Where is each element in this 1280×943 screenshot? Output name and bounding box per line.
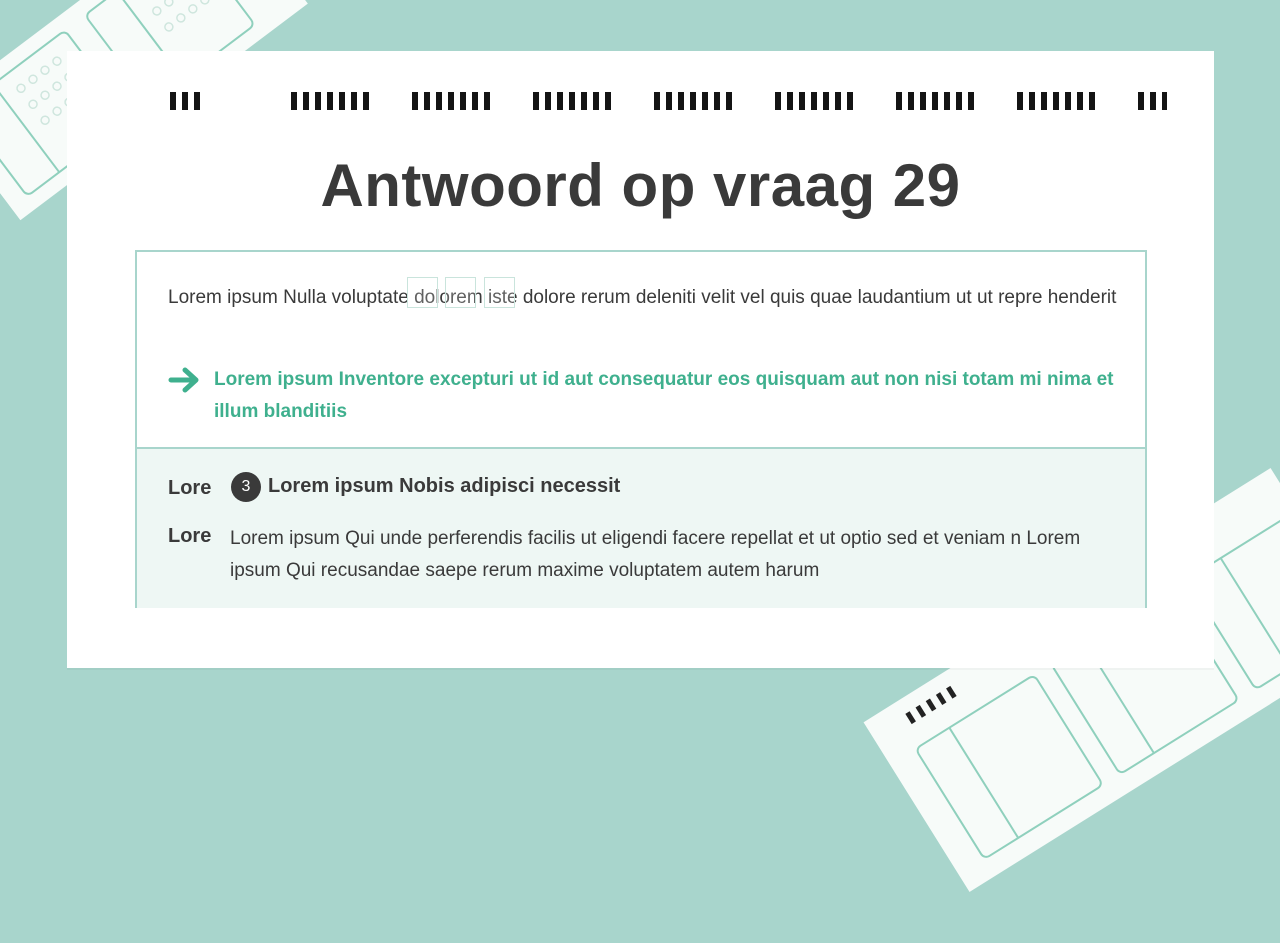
tick-mark: [472, 92, 478, 110]
tick-mark: [847, 92, 853, 110]
tick-mark: [726, 92, 732, 110]
tick-mark: [593, 92, 599, 110]
tick-mark: [666, 92, 672, 110]
step-label: Lore: [168, 477, 212, 499]
tick-mark: [896, 92, 902, 110]
tick-mark: [303, 92, 309, 110]
tick-mark: [1150, 92, 1156, 110]
tick-mark: [678, 92, 684, 110]
tick-mark: [932, 92, 938, 110]
tick-mark: [944, 92, 950, 110]
question-text: Lorem ipsum Nulla voluptate dolorem iste dolore rerum deleniti velit vel quis quae laudantium ut ut repre henderit: [168, 287, 1117, 308]
tick-mark: [1041, 92, 1047, 110]
tick-mark: [968, 92, 974, 110]
tick-mark: [182, 92, 188, 110]
tick-mark: [448, 92, 454, 110]
tick-mark: [194, 92, 200, 110]
tick-mark: [835, 92, 841, 110]
barcode-tick-row: [167, 92, 1167, 110]
tick-mark: [654, 92, 660, 110]
tick-mark: [714, 92, 720, 110]
hint-box: [484, 277, 515, 308]
tick-mark: [1053, 92, 1059, 110]
tick-mark: [1017, 92, 1023, 110]
tick-mark: [775, 92, 781, 110]
hint-box: [407, 277, 438, 308]
step-number-badge: 3: [231, 472, 261, 502]
tick-mark: [1065, 92, 1071, 110]
tick-mark: [291, 92, 297, 110]
tick-mark: [1077, 92, 1083, 110]
tick-mark: [787, 92, 793, 110]
tick-mark: [327, 92, 333, 110]
tick-mark: [557, 92, 563, 110]
tick-mark: [363, 92, 369, 110]
tick-mark: [702, 92, 708, 110]
tick-mark: [351, 92, 357, 110]
tick-mark: [799, 92, 805, 110]
tick-mark: [533, 92, 539, 110]
answer-row: [168, 364, 1128, 434]
tick-mark: [811, 92, 817, 110]
tick-mark: [920, 92, 926, 110]
explanation-label: Lore: [168, 525, 212, 547]
tick-mark: [412, 92, 418, 110]
tick-mark: [339, 92, 345, 110]
tick-mark: [484, 92, 490, 110]
tick-mark: [605, 92, 611, 110]
answer-box-top: [137, 252, 1145, 447]
tick-mark: [424, 92, 430, 110]
tick-mark: [1029, 92, 1035, 110]
page-title: Antwoord op vraag 29: [320, 152, 961, 219]
tick-mark: [545, 92, 551, 110]
tick-mark: [956, 92, 962, 110]
tick-mark: [170, 92, 176, 110]
tick-mark: [569, 92, 575, 110]
answer-sheet: [67, 51, 1214, 668]
tick-mark: [436, 92, 442, 110]
tick-mark: [1138, 92, 1144, 110]
explanation-text: Lorem ipsum Qui unde perferendis facilis ut eligendi facere repellat et ut optio sed et veniam n Lorem ipsum Qui recusandae saepe rerum maxime voluptatem autem harum: [230, 528, 1081, 581]
tick-mark: [460, 92, 466, 110]
answer-text: Lorem ipsum Inventore excepturi ut id aut consequatur eos quisquam aut non nisi totam mi nima et illum blanditiis: [214, 369, 1114, 422]
step-title: Lorem ipsum Nobis adipisci necessit: [268, 475, 621, 497]
hint-box: [445, 277, 476, 308]
tick-mark: [315, 92, 321, 110]
tick-mark: [1162, 92, 1167, 110]
explanation-section: [137, 447, 1145, 608]
arrow-right-icon: [168, 366, 202, 394]
tick-mark: [823, 92, 829, 110]
tick-mark: [581, 92, 587, 110]
tick-mark: [908, 92, 914, 110]
tick-mark: [690, 92, 696, 110]
answer-box: [135, 250, 1147, 608]
tick-mark: [1089, 92, 1095, 110]
